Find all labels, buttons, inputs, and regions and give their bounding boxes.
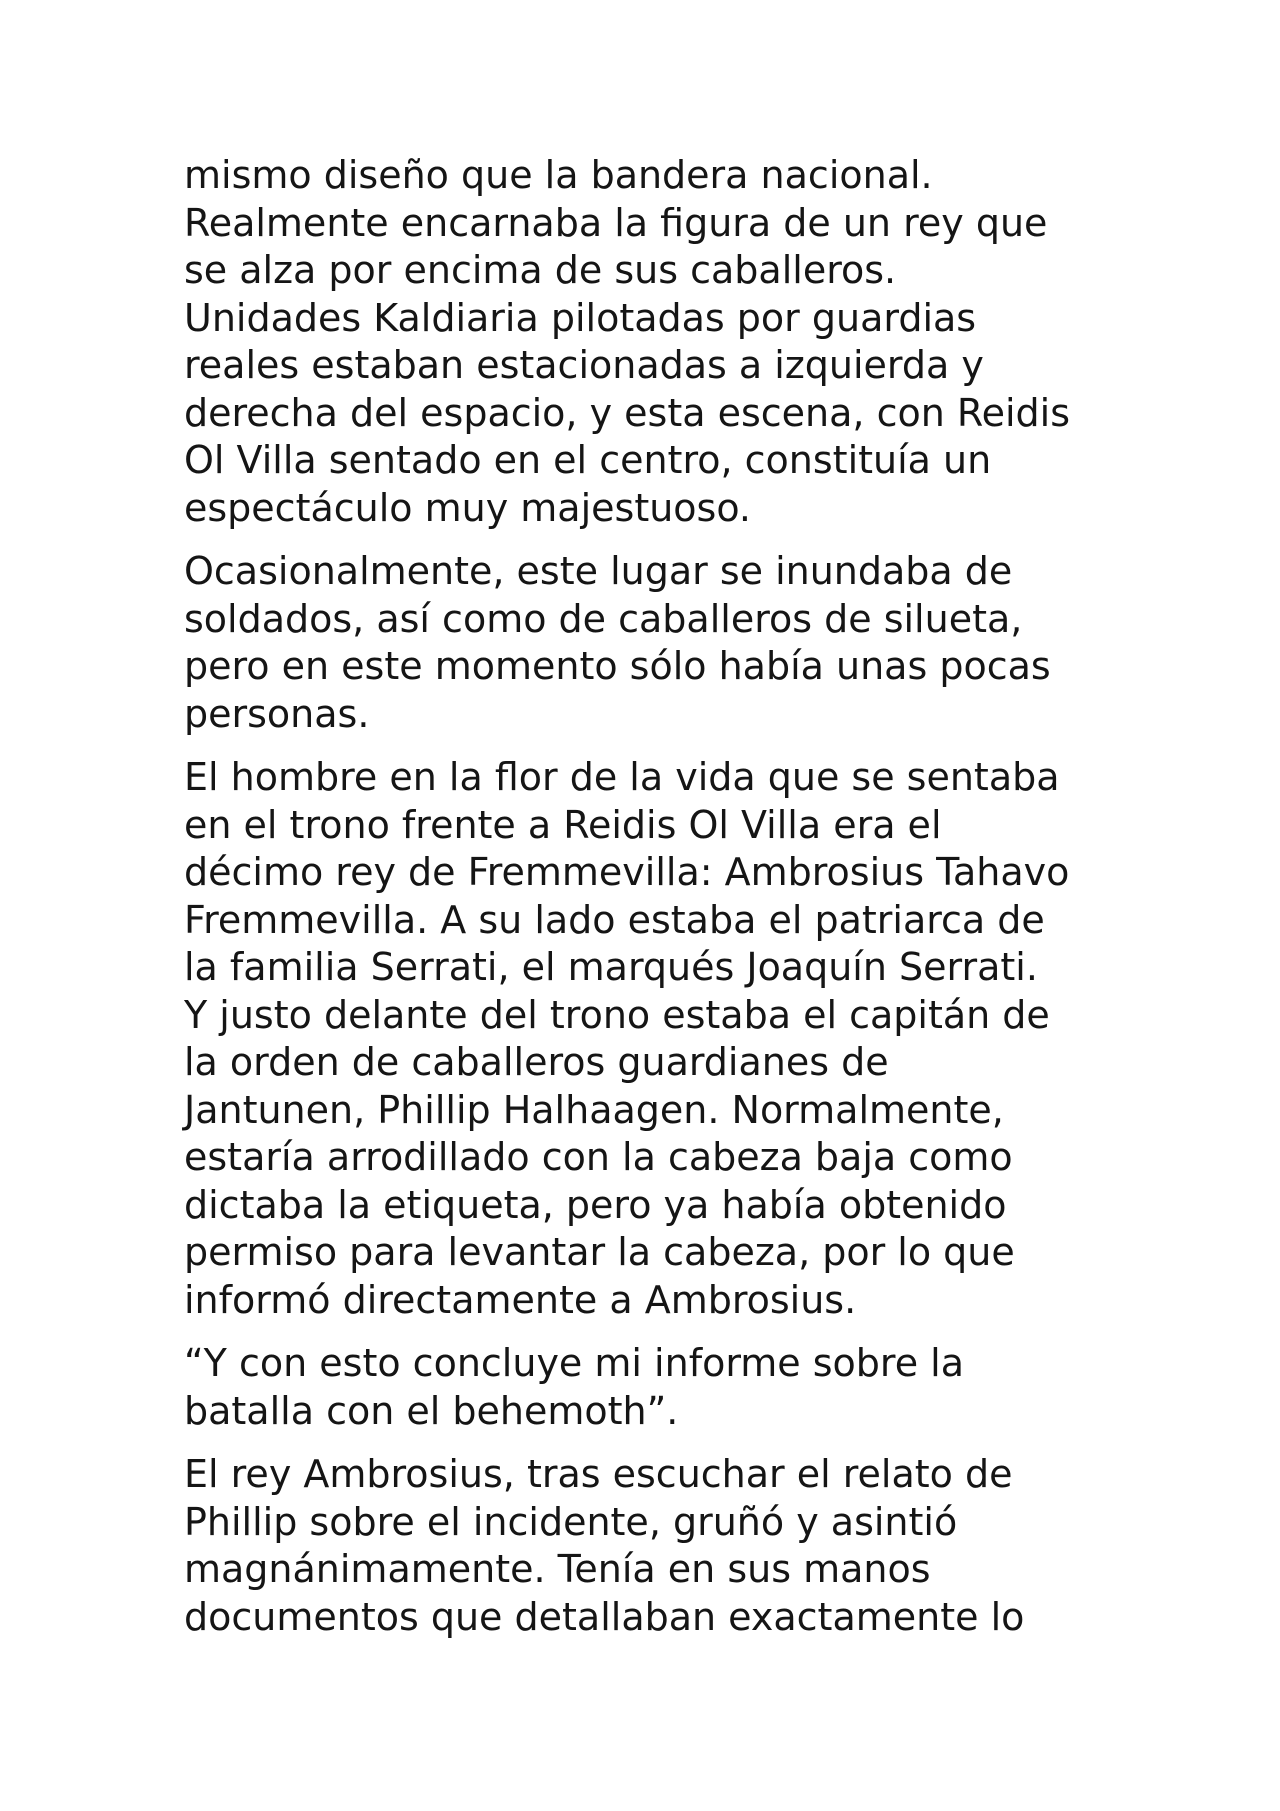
paragraph-5: [184, 1451, 1114, 1641]
text-line: Realmente encarnaba la figura de un rey que: [184, 200, 1048, 245]
text-line: reales estaban estacionadas a izquierda y: [184, 343, 984, 387]
text-line: Phillip sobre el incidente, gruñó y asintió: [184, 1499, 958, 1544]
text-line: personas.: [184, 691, 370, 736]
text-line: mismo diseño que la bandera nacional.: [184, 153, 933, 197]
text-line: derecha del espacio, y esta escena, con Reidis: [184, 390, 1070, 435]
text-column: [184, 152, 1114, 1657]
text-line: décimo rey de Fremmevilla: Ambrosius Tahavo: [184, 850, 1070, 894]
text-line: pero en este momento sólo había unas pocas: [184, 644, 1051, 688]
text-line: Y justo delante del trono estaba el capitán de: [184, 992, 1050, 1037]
text-line: se alza por encima de sus caballeros.: [184, 248, 897, 292]
text-line: soldados, así como de caballeros de silueta,: [184, 596, 1023, 641]
text-line: El hombre en la flor de la vida que se sentaba: [184, 755, 1060, 799]
text-line: en el trono frente a Reidis Ol Villa era el: [184, 802, 942, 847]
text-line: Fremmevilla. A su lado estaba el patriarca de: [184, 897, 1045, 942]
text-line: documentos que detallaban exactamente lo: [184, 1594, 1025, 1639]
text-line: estaría arrodillado con la cabeza baja como: [184, 1135, 1013, 1179]
text-line: espectáculo muy majestuoso.: [184, 485, 752, 530]
text-line: “Y con esto concluye mi informe sobre la: [184, 1341, 965, 1385]
text-line: batalla con el behemoth”.: [184, 1388, 679, 1433]
text-line: magnánimamente. Tenía en sus manos: [184, 1547, 931, 1591]
text-line: El rey Ambrosius, tras escuchar el relato de: [184, 1452, 1013, 1496]
paragraph-4: [184, 1340, 1114, 1435]
text-line: la familia Serrati, el marqués Joaquín Serrati.: [184, 945, 1038, 989]
paragraph-3: [184, 754, 1114, 1324]
text-line: la orden de caballeros guardianes de: [184, 1040, 889, 1084]
text-line: informó directamente a Ambrosius.: [184, 1277, 857, 1322]
text-line: Unidades Kaldiaria pilotadas por guardias: [184, 295, 977, 340]
paragraph-2: [184, 548, 1114, 738]
text-line: Jantunen, Phillip Halhaagen. Normalmente,: [184, 1087, 1004, 1132]
text-line: Ocasionalmente, este lugar se inundaba de: [184, 549, 1013, 593]
paragraph-1: [184, 152, 1114, 532]
text-line: dictaba la etiqueta, pero ya había obtenido: [184, 1182, 1007, 1227]
text-line: Ol Villa sentado en el centro, constituía un: [184, 438, 992, 482]
text-line: permiso para levantar la cabeza, por lo que: [184, 1230, 1015, 1274]
